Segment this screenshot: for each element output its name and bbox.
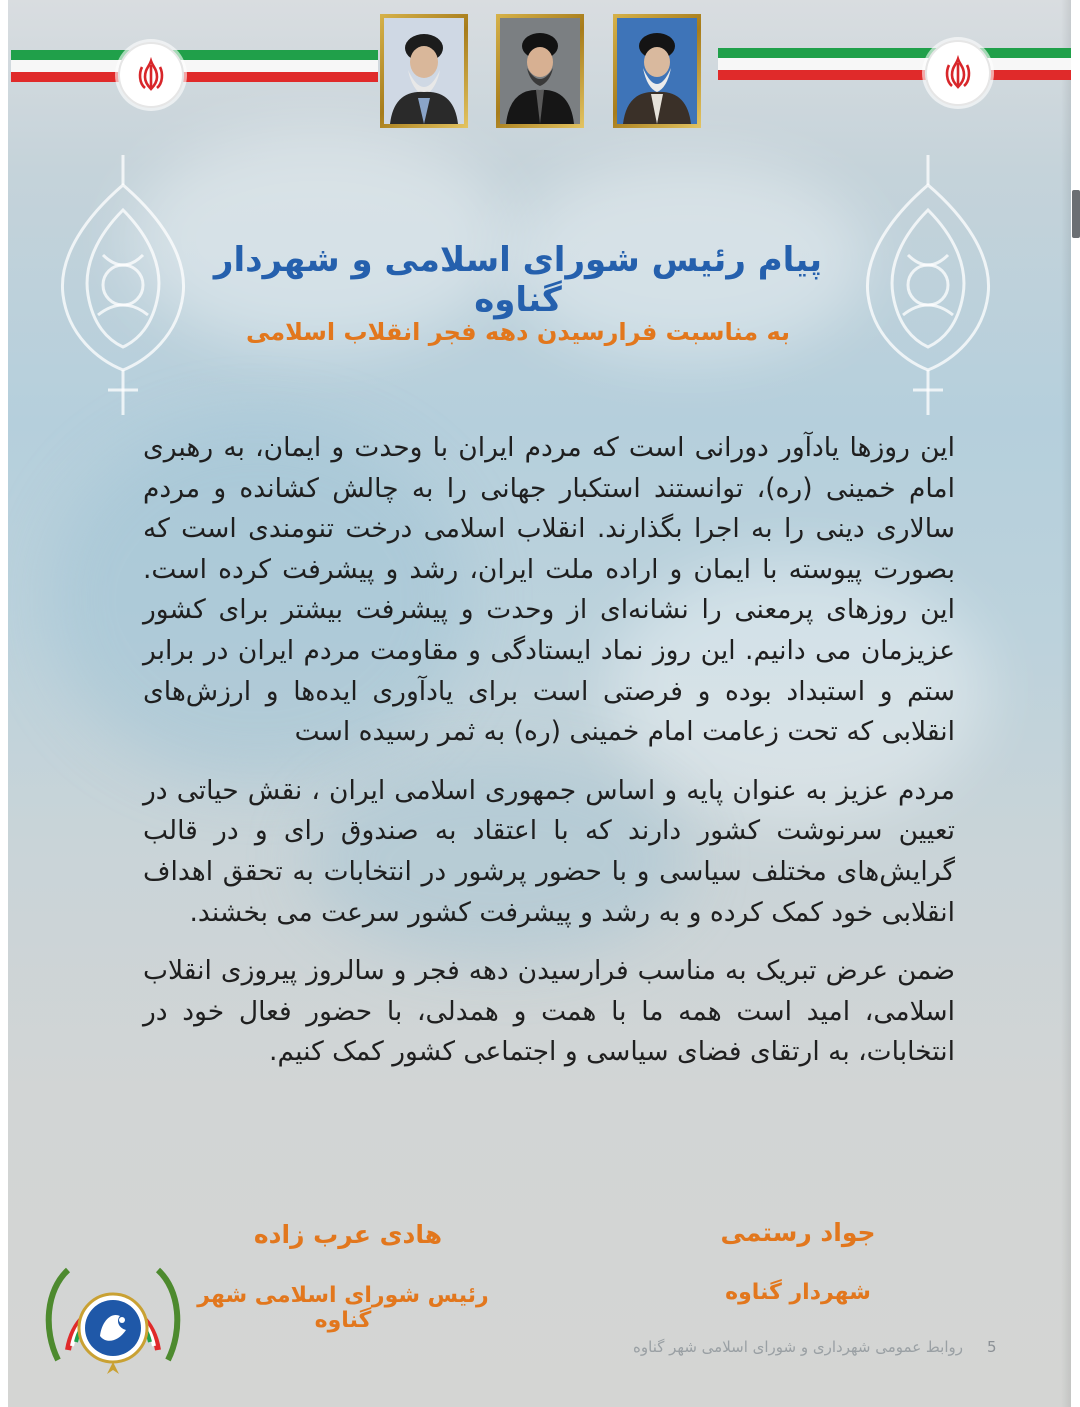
signature-role-mayor: شهردار گناوه xyxy=(725,1280,871,1305)
iran-emblem-icon xyxy=(925,40,991,106)
signature-name-mayor: جواد رستمی xyxy=(720,1218,876,1247)
message-body xyxy=(143,428,955,1091)
city-council-logo-icon xyxy=(38,1250,188,1380)
footer-text: روابط عمومی شهرداری و شورای اسلامی شهر گناوه xyxy=(633,1338,963,1356)
flag-stripe-green-left xyxy=(11,50,378,60)
flag-stripe-green-right xyxy=(718,48,1071,58)
message-paragraph: این روزها یادآور دورانی است که مردم ایران با وحدت و ایمان، به رهبری امام خمینی (ره)، توانستند استکبار جهانی را به چالش کشانده و مردم سالاری دینی را به اجرا بگذارند. انقلاب اسلامی درخت تنومندی است که بصورت پیوسته با ایمان و اراده ملت ایران، رشد و پیشرفت کرده است. این روزهای پرمعنی را نشانه‌ای از وحدت و پیشرفت بیشتر برای کشور عزیزمان می دانیم. این روز نماد ایستادگی و مقاومت مردم ایران در برابر ستم و استبداد بوده و فرصتی است برای یادآوری ایده‌ها و ارزش‌های انقلابی که تحت زعامت امام خمینی (ره) به ثمر رسیده است xyxy=(143,432,955,748)
flag-stripe-red-left xyxy=(11,72,378,82)
message-paragraph: ضمن عرض تبریک به مناسب فرارسیدن دهه فجر و سالروز پیروزی انقلاب اسلامی، امید است همه ما با همت و همدلی، با حضور فعال خود در انتخابات، به ارتقای فضای سیاسی و اجتماعی کشور کمک کنیم. xyxy=(143,955,955,1068)
portrait-right xyxy=(613,14,701,128)
signature-role-council: رئیس شورای اسلامی شهر گناوه xyxy=(197,1283,489,1333)
flag-stripe-white-left xyxy=(11,60,378,72)
portrait-left xyxy=(380,14,468,128)
message-paragraph: مردم عزیز به عنوان پایه و اساس جمهوری اسلامی ایران ، نقش حیاتی در تعیین سرنوشت کشور دارند که با اعتقاد به صندوق رای و در قالب گرایش‌های مختلف سیاسی و با حضور پرشور در انتخابات به تحقق اهداف انقلابی خود کمک کرده و به رشد و پیشرفت کشور سرعت می بخشند. xyxy=(143,774,955,928)
page-title: پیام رئیس شورای اسلامی و شهردار گناوه xyxy=(213,240,823,320)
portrait-center xyxy=(496,14,584,128)
flag-stripe-red-right xyxy=(718,70,1071,80)
page-number: 5 xyxy=(987,1338,997,1356)
page-edge-shadow xyxy=(1061,0,1071,1407)
page-subtitle: به مناسبت فرارسیدن دهه فجر انقلاب اسلامی xyxy=(245,318,791,346)
signature-name-council: هادی عرب زاده xyxy=(253,1220,443,1249)
scrollbar-thumb[interactable] xyxy=(1072,190,1080,238)
arabesque-ornament-right xyxy=(853,155,1003,420)
flag-stripe-white-right xyxy=(718,58,1071,70)
document-page xyxy=(8,0,1071,1407)
iran-emblem-icon xyxy=(118,42,184,108)
